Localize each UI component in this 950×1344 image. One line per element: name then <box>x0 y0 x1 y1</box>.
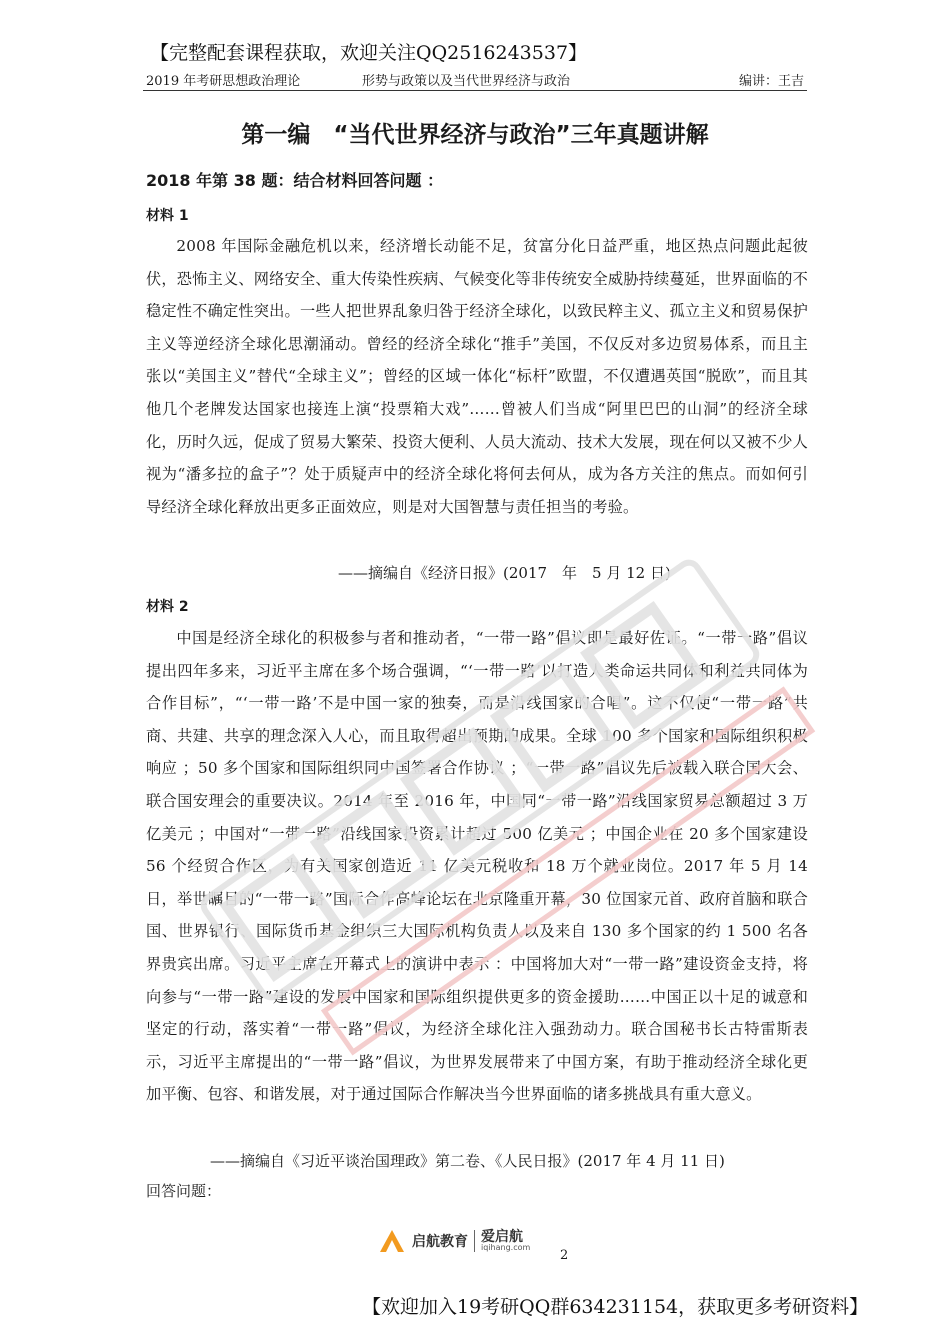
qihang-logo-icon <box>378 1228 406 1254</box>
header-lecturer: 编讲：王吉 <box>738 74 804 89</box>
material-2-text: 中国是经济全球化的积极参与者和推动者，“一带一路”倡议即是最好佐证。“一带一路”倡议提出四年多来，习近平主席在多个场合强调，“‘一带一路’以打造人类命运共同体和利益共同体为合作目标”，“‘一带一路’不是中国一家的独奏，而是沿线国家的合唱”。这不仅使“一带一路”共商、共建、共享的理念深入人心，而且取得超出预期的成果。全球 100 多个国家和国际组织积极响应 ；50 多个国家和国际组织同中国签署合作协议 ；“一带一路”倡议先后被载入联合国大会、联合国安理会的重要决议。2014 年至 2016 年，中国同“一带一路”沿线国家贸易总额超过 3 万亿美元 ；中国对“一带一路”沿线国家投资累计超过 500 亿美元 ；中国企业在 20 多个国家建设 56 个经贸合作区，为有关国家创造近 11 亿美元税收和 18 万个就业岗位。2017 年 5 月 14 日，举世瞩目的“一带一路”国际合作高峰论坛在北京隆重开幕，30 位国家元首、政府首脑和联合国、世界银行、国际货币基金组织三大国际机构负责人以及来自 130 多个国家的约 1 500 名各界贵宾出席。习近平主席在开幕式上的演讲中表示 ：中国将加大对“一带一路”建设资金支持，将向参与“一带一路”建设的发展中国家和国际组织提供更多的资金援助……中国正以十足的诚意和坚定的行动，落实着“一带一路”倡议，为经济全球化注入强劲动力。联合国秘书长古特雷斯表示，习近平主席提出的“一带一路”倡议，为世界发展带来了中国方案，有助于推动经济全球化更加平衡、包容、和谐发展，对于通过国际合作解决当今世界面临的诸多挑战具有重大意义。 <box>146 629 808 1104</box>
logo-site: iqihang.com <box>481 1243 531 1252</box>
material-1-label: 材料 1 <box>146 208 189 224</box>
material-2-label: 材料 2 <box>146 599 189 615</box>
top-promo-banner: 【完整配套课程获取，欢迎关注QQ2516243537】 <box>150 42 588 64</box>
material-1-text: 2008 年国际金融危机以来，经济增长动能不足，贫富分化日益严重，地区热点问题此起彼伏，恐怖主义、网络安全、重大传染性疾病、气候变化等非传统安全威胁持续蔓延，世界面临的不稳定性不确定性突出。一些人把世界乱象归咎于经济全球化，以致民粹主义、孤立主义和贸易保护主义等逆经济全球化思潮涌动。曾经的经济全球化“推手”美国，不仅反对多边贸易体系，而且主张以“美国主义”替代“全球主义”；曾经的区域一体化“标杆”欧盟，不仅遭遇英国“脱欧”，而且其他几个老牌发达国家也接连上演“投票箱大戏”……曾被人们当成“阿里巴巴的山洞”的经济全球化，历时久远，促成了贸易大繁荣、投资大便利、人员大流动、技术大发展，现在何以又被不少人视为“潘多拉的盒子”？处于质疑声中的经济全球化将何去何从，成为各方关注的焦点。而如何引导经济全球化释放出更多正面效应，则是对大国智慧与责任担当的考验。 <box>146 237 808 516</box>
header-section-title: 形势与政策以及当代世界经济与政治 <box>362 74 571 89</box>
logo-brand-secondary-group <box>481 1230 530 1252</box>
header-divider <box>143 90 807 91</box>
bottom-promo-banner: 【欢迎加入19考研QQ群634231154，获取更多考研资料】 <box>362 1296 869 1318</box>
material-1-source: ——摘编自《经济日报》(2017 年 5 月 12 日) <box>338 564 671 582</box>
logo-separator <box>474 1230 475 1252</box>
page-number: 2 <box>560 1248 569 1263</box>
logo-brand-secondary: 爱启航 <box>481 1229 523 1245</box>
header-course-title: 2019 年考研思想政治理论 <box>146 74 301 89</box>
answer-prompt: 回答问题： <box>146 1182 222 1200</box>
material-2-source: ——摘编自《习近平谈治国理政》第二卷、《人民日报》(2017 年 4 月 11 日) <box>210 1152 725 1170</box>
chapter-title: 第一编 “当代世界经济与政治”三年真题讲解 <box>241 122 709 148</box>
footer-logo <box>378 1226 530 1256</box>
question-heading: 2018 年第 38 题：结合材料回答问题 ： <box>146 171 444 190</box>
logo-brand-primary: 启航教育 <box>412 1234 468 1250</box>
